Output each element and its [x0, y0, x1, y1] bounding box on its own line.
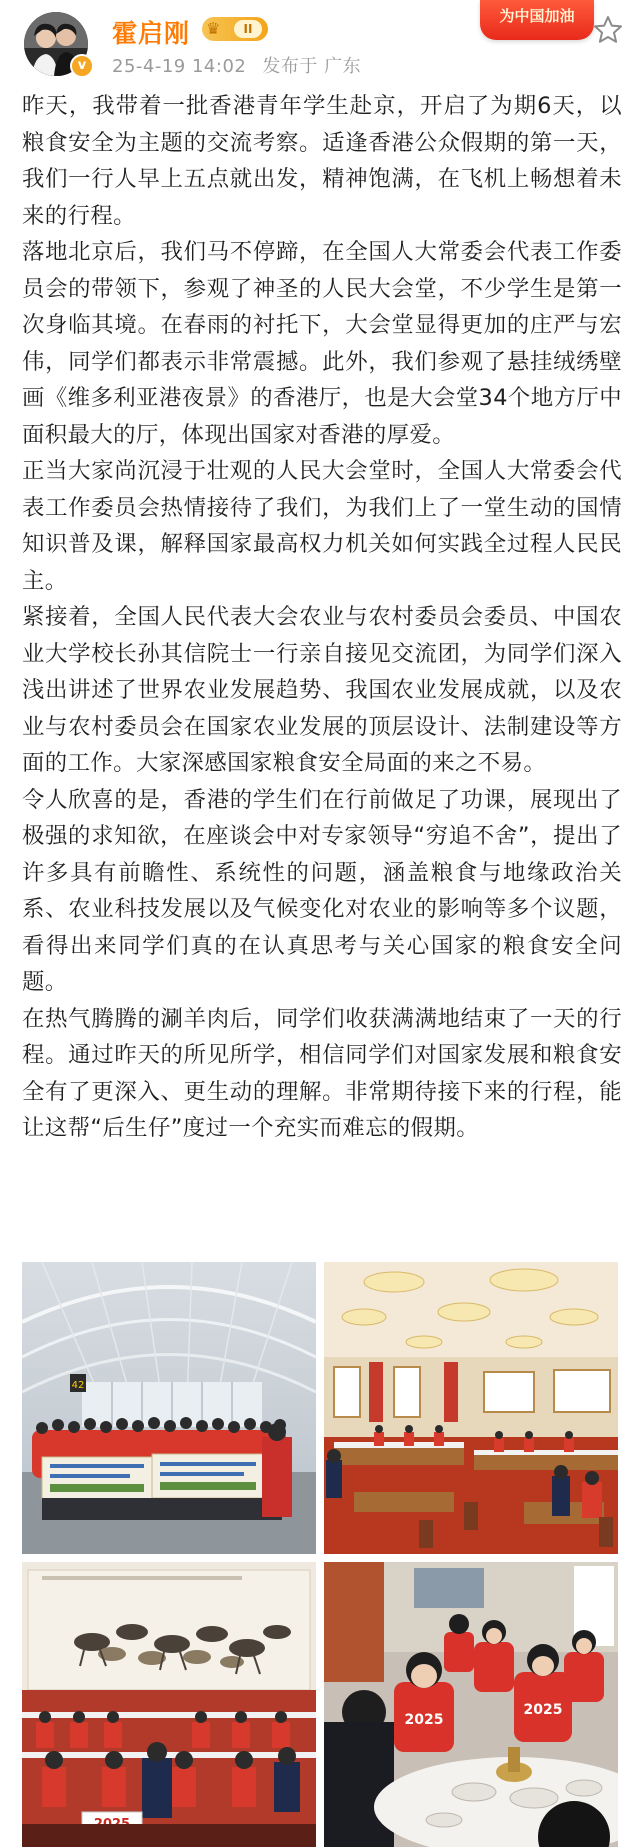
post-paragraph: 紧接着，全国人民代表大会农业与农村委员会委员、中国农业大学校长孙其信院士一行亲自接见交流团，为同学们深入浅出讲述了世界农业发展趋势、我国农业发展成就，以及农业与农村委员会在国家农业发展的顶层设计、法制建设等方面的工作。大家深感国家粮食安全局面的来之不易。 [22, 604, 622, 776]
post-paragraph: 落地北京后，我们马不停蹄，在全国人大常委会代表工作委员会的带领下，参观了神圣的人民大会堂，不少学生是第一次身临其境。在春雨的衬托下，大会堂显得更加的庄严与宏伟，同学们都表示非常震撼。此外，我们参观了悬挂绒绣壁画《维多利亚港夜景》的香港厅，也是大会堂34个地方厅中面积最大的厅，体现出国家对香港的厚爱。 [22, 239, 622, 448]
shirt-text: 2025 [523, 1702, 563, 1718]
post-photo-hotpot-dinner[interactable] [324, 1562, 618, 1847]
post-photo-hong-kong-hall[interactable] [22, 1562, 316, 1847]
post-photo-meeting-hall[interactable] [324, 1262, 618, 1554]
post-location: 发布于 广东 [262, 56, 362, 77]
post-paragraph: 在热气腾腾的涮羊肉后，同学们收获满满地结束了一天的行程。通过昨天的所见所学，相信同学们对国家发展和粮食安全有了更深入、更生动的理解。非常期待接下来的行程，能让这帮“后生仔”度过一个充实而难忘的假期。 [22, 1005, 622, 1141]
post-paragraph: 昨天，我带着一批香港青年学生赴京，开启了为期6天，以粮食安全为主题的交流考察。适逢香港公众假期的第一天，我们一行人早上五点就出发，精神饱满，在飞机上畅想着未来的行程。 [22, 93, 622, 229]
event-banner[interactable]: 为中国加油 [480, 0, 594, 40]
post-header [0, 0, 640, 86]
post-meta [112, 52, 361, 78]
verified-badge: v [70, 54, 94, 78]
favorite-star-icon[interactable] [592, 14, 624, 46]
level-text: II [234, 20, 262, 38]
shirt-text: 2025 [404, 1712, 444, 1728]
post-paragraph: 正当大家尚沉浸于壮观的人民大会堂时，全国人大常委会代表工作委员会热情接待了我们，为我们上了一堂生动的国情知识普及课，解释国家最高权力机关如何实践全过程人民民主。 [22, 458, 622, 594]
user-name[interactable]: 霍启刚 [112, 19, 191, 48]
crown-icon: ♛ [206, 19, 221, 38]
gate-number: 42 [71, 1380, 85, 1391]
user-level-badge[interactable] [202, 17, 268, 41]
post-body [22, 88, 622, 1147]
post-photo-airport-group[interactable] [22, 1262, 316, 1554]
post-timestamp: 25-4-19 14:02 [112, 56, 247, 77]
post-paragraph: 令人欣喜的是，香港的学生们在行前做足了功课，展现出了极强的求知欲，在座谈会中对专家领导“穷追不舍”，提出了许多具有前瞻性、系统性的问题，涵盖粮食与地缘政治关系、农业科技发展以及气候变化对农业的影响等多个议题，看得出来同学们真的在认真思考与关心国家的粮食安全问题。 [22, 786, 622, 995]
